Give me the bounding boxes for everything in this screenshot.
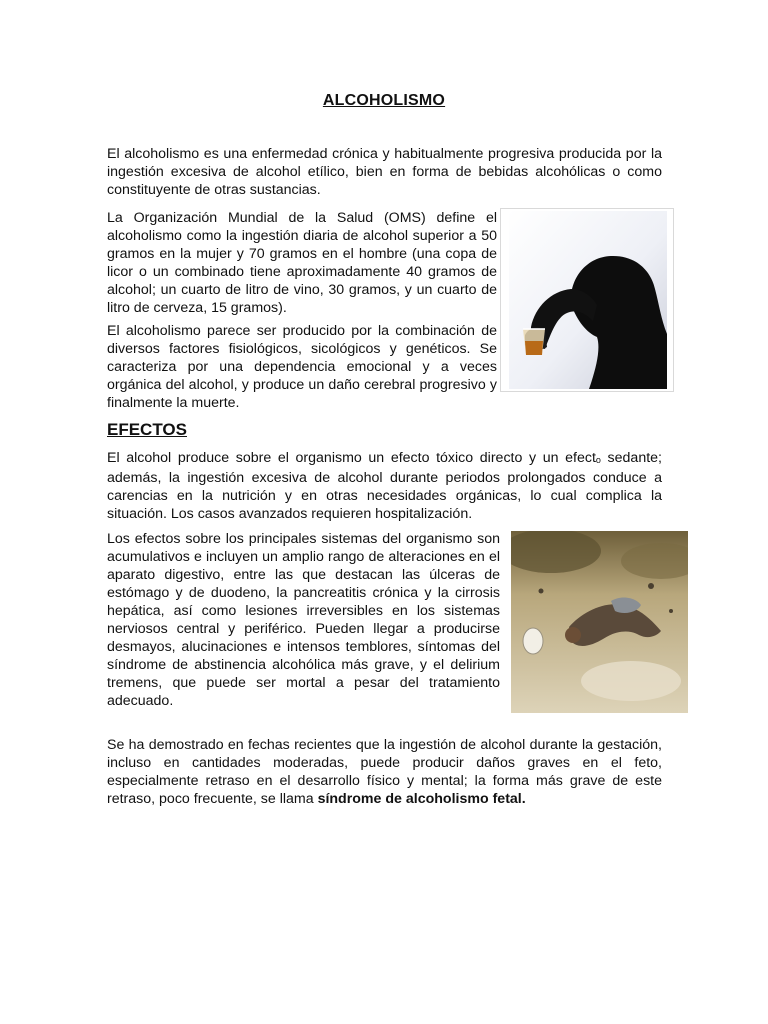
fetal-syndrome-paragraph: [107, 736, 662, 808]
effects-intro-paragraph: [107, 449, 662, 523]
oms-definition-paragraph: La Organización Mundial de la Salud (OMS) define el alcoholismo como la ingestión diaria de alcohol superior a 50 gramos en la mujer y 70 gramos en el hombre (una copa de licor o un combinado tiene aproximadamente 40 gramos de alcohol; un cuarto de litro de vino, 30 gramos, y un cuarto de litro de cerveza, 15 gramos).: [107, 210, 497, 316]
man-with-glass-photo: [500, 208, 674, 392]
effects-intro-subscript: o: [595, 455, 601, 465]
fetal-syndrome-term: síndrome de alcoholismo fetal.: [317, 791, 526, 807]
effects-intro-text-b: sedante; además, la ingestión excesiva de alcohol durante periodos prolongados conduce a carencias en la nutrición y en otras necesidades orgánicas, lo cual complica la situación. Los casos avanzados requieren hospitalización.: [107, 450, 662, 522]
systems-effects-paragraph: Los efectos sobre los principales sistemas del organismo son acumulativos e incluyen un amplio rango de alteraciones en el aparato digestivo, entre las que destacan las úlceras de estómago y de duodeno, la pancreatitis crónica y la cirrosis hepática, así como lesiones irreversibles en los sistemas nerviosos central y periférico. Pueden llegar a producirse desmayos, alucinaciones e intensos temblores, síntomas del síndrome de abstinencia alcohólica más grave, y el delirium tremens, que puede ser mortal a pesar del tratamiento adecuado.: [107, 531, 500, 709]
document-title: ALCOHOLISMO: [322, 92, 446, 109]
intro-paragraph: El alcoholismo es una enfermedad crónica y habitualmente progresiva producida por la ingestión excesiva de alcohol etílico, bien en forma de bebidas alcohólicas o como constituyente de otras sustancias.: [107, 146, 662, 198]
causes-paragraph: El alcoholismo parece ser producido por la combinación de diversos factores fisiológicos, sicológicos y genéticos. Se caracteriza por una dependencia emocional y a veces orgánica del alcohol, y produce un daño cerebral progresivo y finalmente la muerte.: [107, 323, 497, 411]
effects-intro-text-a: El alcohol produce sobre el organismo un efecto tóxico directo y un efect: [107, 450, 596, 466]
section-heading-efectos: EFECTOS: [107, 420, 187, 439]
fetal-syndrome-text: Se ha demostrado en fechas recientes que la ingestión de alcohol durante la gestación, incluso en cantidades moderadas, puede producir daños graves en el feto, especialmente retraso en el desarrollo físico y mental; la forma más grave de este retraso, poco frecuente, se llama: [107, 737, 662, 807]
man-lying-on-ground-photo: [511, 531, 688, 713]
